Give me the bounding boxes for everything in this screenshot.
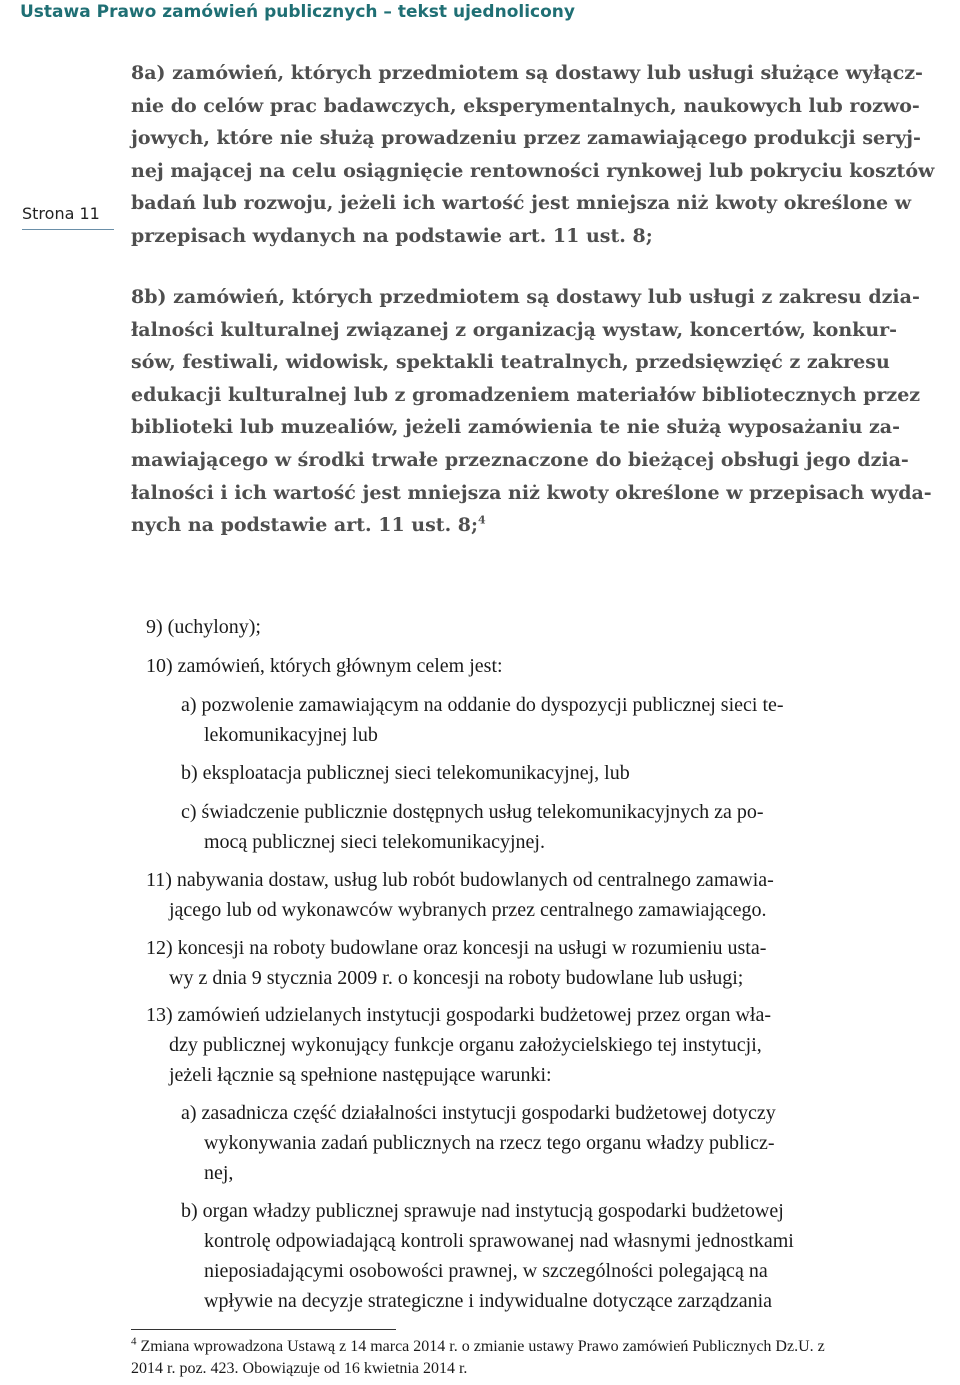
item-9 xyxy=(146,612,261,642)
footnote-separator xyxy=(131,1329,396,1330)
item-11-line: 11) nabywania dostaw, usług lub robót budowlanych od centralnego zamawia- xyxy=(146,869,774,891)
p8b-line: mawiającego w środki trwałe przeznaczone do bieżącej obsługi jego dzia- xyxy=(131,448,909,471)
footnote-ref: 4 xyxy=(478,513,486,527)
page-number-label xyxy=(22,202,100,226)
item-11-line: jącego lub od wykonawców wybranych przez centralnego zamawiającego. xyxy=(169,899,767,921)
item-13-line: 13) zamówień udzielanych instytucji gospodarki budżetowej przez organ wła- xyxy=(146,1004,771,1026)
footnote-marker: 4 xyxy=(131,1335,137,1348)
item-13b-line: kontrolę odpowiadającą kontroli sprawowanej nad własnymi jednostkami xyxy=(204,1230,794,1252)
paragraph-8a xyxy=(131,57,941,253)
document-header: Ustawa Prawo zamówień publicznych – tekst ujednolicony xyxy=(20,2,575,22)
item-11 xyxy=(146,865,774,925)
item-10c-line: mocą publicznej sieci telekomunikacyjnej. xyxy=(204,831,545,853)
item-10-text: 10) zamówień, których głównym celem jest: xyxy=(146,655,503,677)
item-13b-line: wpływie na decyzje strategiczne i indywidualne dotyczące zarządzania xyxy=(204,1290,773,1312)
footnote xyxy=(131,1336,825,1380)
item-12-line: wy z dnia 9 stycznia 2009 r. o koncesji na roboty budowlane lub usługi; xyxy=(169,967,744,989)
p8b-line: edukacji kulturalnej lub z gromadzeniem materiałów bibliotecznych przez xyxy=(131,383,921,406)
p8a-line: badań lub rozwoju, jeżeli ich wartość jest mniejsza niż kwoty określone w xyxy=(131,192,912,215)
p8a-line: 8a) zamówień, których przedmiotem są dostawy lub usługi służące wyłącz- xyxy=(131,62,923,84)
p8b-line: łalności kulturalnej związanej z organizacją wystaw, koncertów, konkur- xyxy=(131,318,898,341)
item-10 xyxy=(146,651,503,681)
item-12-line: 12) koncesji na roboty budowlane oraz koncesji na usługi w rozumieniu usta- xyxy=(146,937,767,959)
item-10b-text: b) eksploatacja publicznej sieci telekomunikacyjnej, lub xyxy=(181,762,630,784)
paragraph-8b xyxy=(131,281,941,542)
item-13-line: jeżeli łącznie są spełnione następujące warunki: xyxy=(169,1064,552,1086)
item-10c xyxy=(181,797,764,857)
p8b-line: biblioteki lub muzealiów, jeżeli zamówienia te nie służą wyposażaniu za- xyxy=(131,416,900,439)
item-13a-line: a) zasadnicza część działalności instytucji gospodarki budżetowej dotyczy xyxy=(181,1102,776,1124)
p8a-line: jowych, które nie służą prowadzeniu przez zamawiającego produkcji seryj- xyxy=(131,127,921,150)
item-13 xyxy=(146,1000,771,1090)
item-13b-line: b) organ władzy publicznej sprawuje nad instytucją gospodarki budżetowej xyxy=(181,1200,784,1222)
p8b-line: 8b) zamówień, których przedmiotem są dostawy lub usługi z zakresu dzia- xyxy=(131,286,920,308)
item-10a-line: a) pozwolenie zamawiającym na oddanie do dyspozycji publicznej sieci te- xyxy=(181,694,784,716)
item-10b xyxy=(181,758,630,788)
margin-rule xyxy=(22,229,114,230)
item-13a-line: wykonywania zadań publicznych na rzecz tego organu władzy publicz- xyxy=(204,1132,775,1154)
item-13b-line: nieposiadającymi osobowości prawnej, w szczególności polegającą na xyxy=(204,1260,768,1282)
footnote-line: 2014 r. poz. 423. Obowiązuje od 16 kwietnia 2014 r. xyxy=(131,1360,468,1377)
p8b-line: sów, festiwali, widowisk, spektakli teatralnych, przedsięwzięć z zakresu xyxy=(131,351,890,374)
item-13b xyxy=(181,1196,794,1316)
item-9-text: 9) (uchylony); xyxy=(146,616,261,638)
p8a-line: przepisach wydanych na podstawie art. 11 ust. 8; xyxy=(131,224,653,247)
p8a-line: nej mającej na celu osiągnięcie rentowności rynkowej lub pokryciu kosztów xyxy=(131,159,935,182)
page-number-text: Strona 11 xyxy=(22,204,100,223)
item-10a xyxy=(181,690,784,750)
p8b-last-line xyxy=(131,509,941,542)
p8a-line: nie do celów prac badawczych, eksperymentalnych, naukowych lub rozwo- xyxy=(131,94,920,117)
item-12 xyxy=(146,933,766,993)
p8b-line: łalności i ich wartość jest mniejsza niż kwoty określone w przepisach wyda- xyxy=(131,481,932,504)
item-10c-line: c) świadczenie publicznie dostępnych usług telekomunikacyjnych za po- xyxy=(181,801,764,823)
footnote-line: Zmiana wprowadzona Ustawą z 14 marca 2014 r. o zmianie ustawy Prawo zamówień Publicznych Dz.U. z xyxy=(140,1338,825,1355)
item-10a-line: lekomunikacyjnej lub xyxy=(204,724,378,746)
p8b-last-text: nych na podstawie art. 11 ust. 8; xyxy=(131,514,479,537)
item-13-line: dzy publicznej wykonujący funkcje organu założycielskiego tej instytucji, xyxy=(169,1034,762,1056)
item-13a xyxy=(181,1098,776,1188)
item-13a-line: nej, xyxy=(204,1162,234,1184)
